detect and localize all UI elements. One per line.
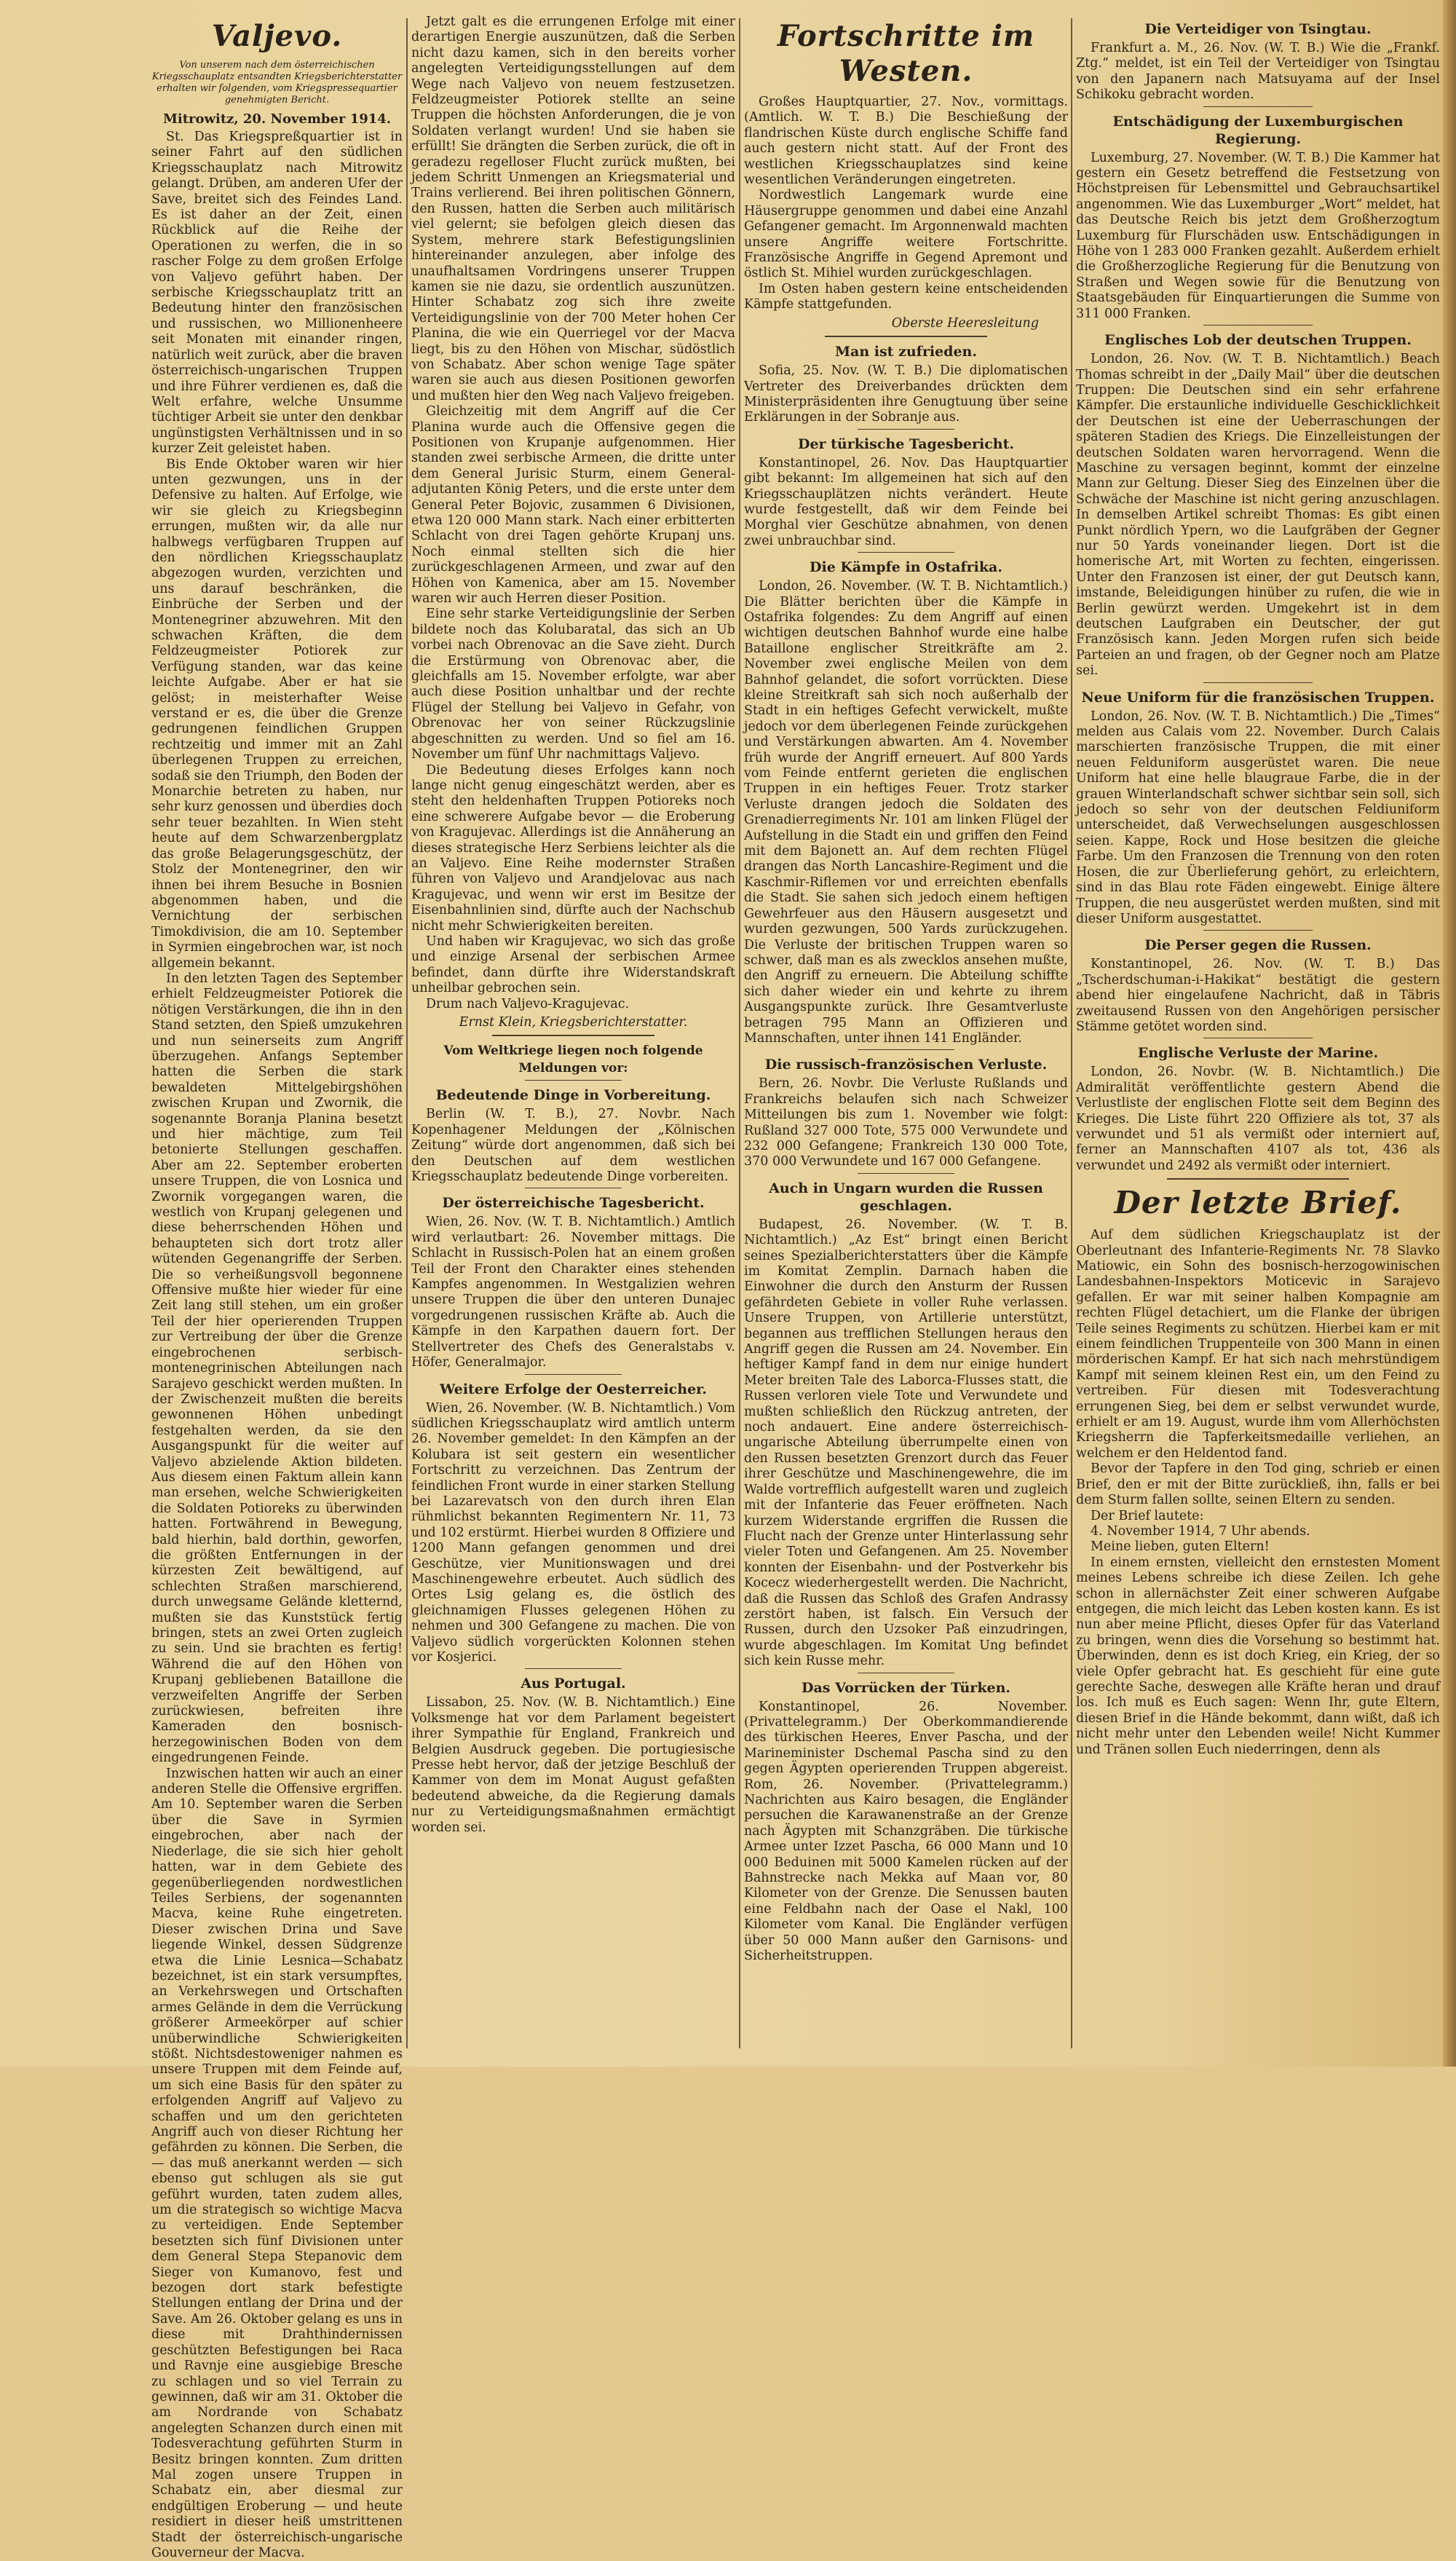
intro-note: Vom Weltkriege liegen noch folgende Meldungen vor: [443,1043,703,1076]
paragraph: Bevor der Tapfere in den Tod ging, schrieb er einen Brief, den er mit der Bitte zurückließ, ihn, falls er bei dem Sturm fallen sollte, seinen Eltern zu senden. [1076,1461,1440,1508]
section-heading: Aus Portugal. [521,1676,626,1692]
section-text: London, 26. Nov. (W. T. B. Nichtamtlich.) Die „Times“ melden aus Calais vom 22. November. Durch Calais marschierten französische Truppen, die mit einer neuen Felduniform ausgerüstet waren. Die neue Uniform hat eine helle blaugraue Farbe, die in der grauen Winterlandschaft schwer sichtbar sein soll, sich jedoch so sehr von der deutschen Feldiuniform unterscheidet, daß Verwechselungen ausgeschlossen seien. Kappe, Rock und Hose besitzen die gleiche Farbe. Um den Franzosen die Trennung von den roten Hosen, die zur Überlieferung gehört, zu erleichtern, sind in das Blau rote Fäden eingewebt. Einige ältere Truppen, die neu ausgerüstet werden mußten, sind mit dieser Uniform ausgestattet. [1076,709,1440,926]
paragraph: Auf dem südlichen Kriegschauplatz ist der Oberleutnant des Infanterie-Regiments Nr. 78 Slavko Matiowic, ein Sohn des bosnisch-herzogowinischen Landesbahnen-Inspektors Moticevic in Sarajevo gefallen. Er war mit seiner halben Kompagnie am rechten Flügel detachiert, um die Flanke der übrigen Teile seines Regiments zu schützen. Hierbei kam er mit einem feindlichen Truppenteile von 300 Mann in einen mörderischen Kampf. Er hat sich nach mehrstündigem Kampf mit seinem kleinen Rest ein, um den Feind zu vertreiben. Für diesen mit Todesverachtung errungenen Sieg, bei dem er selbst verwundet wurde, erhielt er am 19. August, wurde ihm vom Allerhöchsten Kriegsherrn die Tapferkeitsmedaille verliehen, an welchem er den Heldentod fand. [1076,1228,1440,1461]
section-heading: Die Kämpfe in Ostafrika. [810,559,1002,576]
author-signature: Ernst Klein, Kriegsberichterstatter. [459,1015,688,1030]
section-text: Bern, 26. Novbr. Die Verluste Rußlands und Frankreichs belaufen sich nach Schweizer Mitteilungen bis zum 1. November wie folgt: Rußland 327 000 Tote, 575 000 Verwundete und 232 000 Gefangene; Frankreich 130 000 Tote, 370 000 Verwundete und 167 000 Gefangene. [744,1076,1068,1169]
section-text: London, 26. November. (W. T. B. Nichtamtlich.) Die Blätter berichten über die Kämpfe in Ostafrika folgendes: Zu dem Angriff auf einen wichtigen deutschen Bahnhof wurde eine halbe Bataillone englischer Streitkräfte am 2. November zwei englische Meilen von dem Bahnhof gelandet, die sofort vorrückten. Diese kleine Streitkraft sah sich noch außerhalb der Stadt in ein heftiges Gefecht verwickelt, mußte jedoch vor dem überlegenen Feinde zurückgehen und Verstärkungen abwarten. Am 4. November früh wurde der Angriff erneuert. Auf 800 Yards vom Feinde entfernt gerieten die englischen Truppen in ein heftiges Feuer. Trotz starker Verluste drangen jedoch die Soldaten des Grenadierregiments Nr. 101 am linken Flügel der Aufstellung in die Stadt ein und griffen den Feind mit dem Bajonett an. Auf dem rechten Flügel drangen das North Lancashire-Regiment und die Kaschmir-Riflemen vor und erreichten ebenfalls die Stadt. Sie sahen sich jedoch einem heftigen Gewehrfeuer aus den Häusern ausgesetzt und wurden gezwungen, 500 Yards zurückzugehen. Die Verluste der britischen Truppen waren so schwer, daß man es als zwecklos ansehen mußte, den Angriff zu erneuern. Die Abteilung schiffte sich daher wieder ein und kehrte zu ihrem Ausgangspunkte zurück. Ihre Gesamtverluste betragen 795 Mann an Offizieren und Mannschaften, unter ihnen 141 Engländer. [744,579,1068,1046]
section-text: Wien, 26. November. (W. B. Nichtamtlich.) Vom südlichen Kriegsschauplatz wird amtlich unterm 26. November gemeldet: In den Kämpfen an der Kolubara ist seit gestern ein wesentlicher Fortschritt zu verzeichnen. Das Zentrum der feindlichen Front wurde in einer starken Stellung bei Lazarevatsch von den durch ihren Elan rühmlichst bekannten Regimentern Nr. 11, 73 und 102 erstürmt. Hierbei wurden 8 Offiziere und 1200 Mann gefangen genommen und drei Geschütze, vier Munitionswagen und drei Maschinengewehre erbeutet. Auch südlich des Ortes Lsig gelang es, die östlich des gleichnamigen Flusses gelegenen Höhen zu nehmen und 300 Gefangene zu machen. Die von Valjevo südlich vorgerückten Kolonnen stehen vor Kosjerici. [411,1400,735,1665]
divider [525,1374,622,1375]
divider [858,1173,955,1174]
paragraph: Meine lieben, guten Eltern! [1091,1539,1270,1555]
section-heading: Der österreichische Tagesbericht. [442,1195,705,1212]
article-body [1076,1228,1440,1758]
article-title-valjevo: Valjevo. [211,19,343,53]
section-text: Sofia, 25. Nov. (W. T. B.) Die diplomatischen Vertreter des Dreiverbandes drückten dem Ministerpräsidenten ihre Genugtuung über seine Erklärungen in der Sobranje aus. [744,363,1068,425]
news-sections [411,1086,735,1836]
section-text: Frankfurt a. M., 26. Nov. (W. T. B.) Wie die „Frankf. Ztg.“ meldet, ist ein Teil der Verteidiger von Tsingtau von den Japanern nach Matsuyama auf der Insel Schikoku gebracht worden. [1076,41,1440,103]
paragraph: In einem ernsten, vielleicht den ernstesten Moment meines Lebens schreibe ich diese Zeilen. Ich gehe schon in allernächster Zeit einer schweren Aufgabe entgegen, die mich leicht das Leben kosten kann. Es ist nun aber meine Pflicht, dieses Opfer für das Vaterland zu bringen, wenn dies die Vorsehung so bestimmt hat. Überwinden, denn es ist doch Krieg, ein Krieg, der so viele Opfer gebracht hat. Es geschieht für eine gute gerechte Sache, deswegen alle Kräfte heran und drauf los. Ich muß es Euch sagen: Wenn Ihr, gute Eltern, diesen Brief in die Hände bekommt, dann wißt, daß ich nicht mehr unter den Lebenden weile! Nicht Kummer und Tränen sollen Euch niederringen, denn als [1076,1555,1440,1757]
paragraph: Bis Ende Oktober waren wir hier unten gezwungen, uns in der Defensive zu halten. Auf Erfolge, wie wir sie gleich zu Kriegsbeginn errungen, mußten wir, da alle nur halbwegs verfügbaren Truppen auf den nördlichen Kriegsschauplatz abgezogen wurden, verzichten und uns darauf beschränken, die Einbrüche der Serben und der Montenegriner abzuwehren. Mit den schwachen Kräften, die dem Feldzeugmeister Potiorek zur Verfügung standen, war das keine leichte Aufgabe. Aber er hat sie gelöst; in meisterhafter Weise verstand er es, die über die Grenze gedrungenen feindlichen Gruppen rechtzeitig und immer mit an Zahl überlegenen Truppen zu erreichen, sodaß sie den Triumph, den Boden der Monarchie betreten zu haben, nur sehr kurz genossen und überdies doch sehr teuer bezahlten. In Wien steht heute auf dem Schwarzenbergplatz das große Belagerungsgeschütz, der Stolz der Montenegriner, den wir ihnen bei ihrem Besuche in Bosnien abgenommen haben, und die Vernichtung der serbischen Timokdivision, die am 10. September in Syrmien eingebrochen war, ist noch allgemein bekannt. [151,457,403,971]
column-rule [406,18,408,2048]
news-sections [744,343,1068,1964]
section-text: Konstantinopel, 26. November. (Privattelegramm.) Der Oberkommandierende des türkischen Heeres, Enver Pascha, und der Marineminister Dschemal Pascha sind zu den gegen Ägypten operierenden Truppen abgereist. Rom, 26. November. (Privattelegramm.) Nachrichten aus Kairo besagen, die Engländer persuchen die Karawanenstraße an der Grenze nach Ägypten mit Schanzgräben. Die türkische Armee unter Izzet Pascha, 66 000 Mann und 10 000 Beduinen mit 5000 Kamelen rücken auf der Bahnstrecke nach Mekka auf Maan vor, 80 Kilometer von der Grenze. Die Senussen bauten eine Feldbahn nach der Oase el Nakl, 100 Kilometer vom Kanal. Die Engländer verfügen über 50 000 Mann außer den Garnisons- und Sicherheitstruppen. [744,1699,1068,1964]
section-heading: Die Perser gegen die Russen. [1144,937,1372,954]
paragraph: Inzwischen hatten wir auch an einer anderen Stelle die Offensive ergriffen. Am 10. September waren die Serben über die Save in Syrmien eingebrochen, aber nach der Niederlage, die sie sich hier geholt hatten, war in dem Gebiete des gegenüberliegenden nordwestlichen Teiles Serbiens, der sogenannten Macva, keine Ruhe eingetreten. Dieser zwischen Drina und Save liegende Winkel, dessen Südgrenze etwa die Linie Lesnica—Schabatz bezeichnet, ist ein stark versumpftes, an Verkehrswegen und Ortschaften armes Gelände in dem die Verrückung größerer Armeekörper auf schier unüberwindliche Schwierigkeiten stößt. Nichtsdestoweniger nahmen es unsere Truppen mit dem Feinde auf, um sich eine Basis für den später zu erfolgenden Angriff auf Valjevo zu schaffen und um den gerichteten Angriff auch von dieser Richtung her gefährden zu können. Die Serben, die — das muß anerkannt werden — sich ebenso gut schlugen als sie gut geführt wurden, taten zudem alles, um die strategisch so wichtige Macva zu verteidigen. Ende September besetzten sich fünf Divisionen unter dem General Stepa Stepanovic dem Sieger von Kumanovo, fest und bezogen dort stark befestigte Stellungen entlang der Drina und der Save. Am 26. Oktober gelang es uns in diese mit Drahthindernissen geschützten Befestigungen bei Raca und Ravnje eine ausgiebige Bresche zu schlagen und so viel Terrain zu gewinnen, daß wir am 31. Oktober die am Nordrande von Schabatz angelegten Schanzen durch einen mit Todesverachtung geführten Sturm in Besitz bringen konnten. Zum dritten Mal zogen unsere Truppen in Schabatz ein, aber diesmal zur endgültigen Eroberung — und heute residiert in dieser heiß umstrittenen Stadt der österreichisch-ungarische Gouverneur der Macva. [151,1766,403,2560]
paragraph: In den letzten Tagen des September erhielt Feldzeugmeister Potiorek die nötigen Verstärkungen, die ihn in den Stand setzten, den Spieß umzukehren und nun seinerseits zum Angriff überzugehen. Anfangs September hatten die Serben die stark bewaldeten Mittelgebirgshöhen zwischen Krupan und Zwornik, die sogenannte Boranja Planina besetzt und hier mächtige, zum Teil betonierte Stellungen geschaffen. Aber am 22. September eroberten unsere Truppen, die von Losnica und Zwornik vorgegangen waren, die westlich von Krupanj gelegenen und diese beherrschenden Höhen und behaupteten sich dort trotz aller wütenden Gegenangriffe der Serben. Die so verheißungsvoll begonnene Offensive mußte hier wieder für eine Zeit lang still stehen, um ein großer Teil der hier operierenden Truppen zur Vertreibung der über die Grenze eingebrochenen serbisch-montenegrinischen Abteilungen nach Sarajevo geschickt werden mußten. In der Zwischenzeit mußten die bereits gewonnenen Höhen unbedingt festgehalten werden, da sie den Ausgangspunkt für die weiter auf Valjevo abzielende Aktion bildeten. Aus diesem einen Faktum allein kann man ersehen, welche Schwierigkeiten die Soldaten Potioreks zu überwinden hatten. Fortwährend in Bewegung, bald hierhin, bald dorthin, geworfen, die größten Entfernungen in der kürzesten Zeit bewältigend, auf schlechten Straßen marschierend, durch unwegsame Gelände kletternd, mußten sie das Kunststück fertig bringen, stets an zwei Orten zugleich zu sein. Und sie brachten es fertig! Während die auf den Höhen von Krupanj gebliebenen Bataillone die verzweifelten Angriffe der Serben zurückwiesen, befreiten ihre Kameraden den bosnisch-herzegowinischen Boden von dem eingedrungenen Feinde. [151,971,403,1766]
section-heading: Entschädigung der Luxemburgischen Regierung. [1112,113,1404,147]
paragraph: Die Bedeutung dieses Erfolges kann noch lange nicht genug eingeschätzt werden, aber es steht den heldenhaften Truppen Potioreks noch eine schwerere Aufgabe bevor — die Eroberung von Kragujevac. Allerdings ist die Annäherung an dieses strategische Herz Serbiens leichter als die an Valjevo. Eine Reihe modernster Straßen führen von Valjevo und Arandjelovac aus nach Kragujevac, und wenn wir erst im Besitze der Eisenbahnlinien sind, dürfte auch der Nachschub nicht mehr Schwierigkeiten bereiten. [411,762,735,934]
section-heading: Bedeutende Dinge in Vorbereitung. [435,1087,711,1104]
paragraph: Der Brief lautete: [1091,1508,1204,1523]
divider [1203,930,1313,931]
paragraph: Gleichzeitig mit dem Angriff auf die Cer Planina wurde auch die Offensive gegen die Positionen von Krupanje aufgenommen. Hier standen zwei serbische Armeen, die dritte unter dem General Jurisic Sturm, einem General-adjutanten König Peters, und die erste unter dem General Peter Bojovic, zusammen 6 Divisionen, etwa 120 000 Mann stark. Nach einer erbitterten Schlacht von drei Tagen gehörte Krupanj uns. Noch einmal stellten sich die hier zurückgeschlagenen Armeen, und zwar auf den Höhen von Kamenica, aber am 15. November waren wir auch Herren dieser Position. [411,404,735,607]
section-text: Lissabon, 25. Nov. (W. B. Nichtamtlich.) Eine Volksmenge hat vor dem Parlament begeistert ihrer Sympathie für England, Frankreich und Belgien Ausdruck gegeben. Die portugiesische Presse hebt hervor, daß der jetzige Beschluß der Kammer von dem im Monat August gefaßten bedeutend abweiche, da die Regierung damals nur zu Verteidigungsmaßnahmen ermächtigt worden sei. [411,1695,735,1835]
author-signature: Oberste Heeresleitung [891,315,1039,331]
paragraph: St. Das Kriegspreßquartier ist in seiner Fahrt auf den südlichen Kriegsschauplatz nach Mitrowitz gelangt. Drüben, am anderen Ufer der Save, breitet sich des Feindes Land. Es ist daher an der Zeit, einen Rückblick auf die Reihe der Operationen zu werfen, die in so rascher Folge zu dem großen Erfolge von Valjevo geführt haben. Der serbische Kriegsschauplatz tritt an Bedeutung hinter den französischen und russischen, wo Millionenheere seit Monaten mit einander ringen, natürlich weit zurück, aber die braven österreichisch-ungarischen Truppen und ihre Führer verdienen es, daß die Welt erfahre, welche Unsumme tüchtiger Arbeit sie unter den denkbar ungünstigsten Verhältnissen und in so kurzer Zeit geleistet haben. [151,130,403,457]
paragraph: Nordwestlich Langemark wurde eine Häusergruppe genommen und dabei eine Anzahl Gefangener gemacht. Im Argonnenwald machten unsere Angriffe weitere Fortschritte. Französische Angriffe in Gegend Apremont und östlich St. Mihiel wurden zurückgeschlagen. [744,188,1068,281]
divider [525,1668,622,1669]
section-heading: Die Verteidiger von Tsingtau. [1144,21,1372,37]
paragraph: Drum nach Valjevo-Kragujevac. [426,996,630,1011]
article-title-brief: Der letzte Brief. [1114,1185,1402,1221]
section-heading: Das Vorrücken der Türken. [801,1679,1011,1696]
section-text: London, 26. Novbr. (W. B. Nichtamtlich.) Die Admiralität veröffentlichte gestern Abend die Verlustliste der englischen Flotte seit dem Beginn des Krieges. Die Liste führt 220 Offiziere als tot, 37 als verwundet und 51 als vermißt oder interniert auf, ferner an Mannschaften 4107 als tot, 436 als verwundet und 2492 als vermißt oder interniert. [1076,1065,1440,1173]
section-text: Luxemburg, 27. November. (W. T. B.) Die Kammer hat gestern ein Gesetz betreffend die Festsetzung von Höchstpreisen für Lebensmittel und Gebrauchsartikel angenommen. Wie das Luxemburger „Wort“ meldet, hat das Deutsche Reich bis jetzt dem Großherzogtum Luxemburg für Flurschäden usw. Entschädigungen in Höhe von 1 283 000 Franken gezahlt. Außerdem erhielt die Großherzogliche Regierung für die Benutzung von Straßen und Wegen sowie für die Benutzung von Staatsgebäuden für Einquartierungen die Summe von 311 000 Franken. [1076,150,1440,321]
divider [858,1049,955,1050]
section-heading: Man ist zufrieden. [835,344,977,360]
paragraph: Und haben wir Kragujevac, wo sich das große und einzige Arsenal der serbischen Armee befindet, dann dürfte ihre Widerstandskraft unheilbar gebrochen sein. [411,934,735,996]
column-4 [1076,15,1440,2052]
section-text: Wien, 26. Nov. (W. T. B. Nichtamtlich.) Amtlich wird verlautbart: 26. November mittags. Die Schlacht in Russisch-Polen hat an einem großen Teil der Front den Charakter eines stehenden Kampfes angenommen. In Westgalizien wehren unsere Truppen die über den unteren Dunajec vorgedrungenen russischen Kräfte ab. Auch die Kämpfe in den Karpathen dauern fort. Der Stellvertreter des Chefs des Generalstabs v. Höfer, Generalmajor. [411,1215,735,1370]
section-heading: Die russisch-französischen Verluste. [764,1057,1048,1073]
column-rule [739,18,740,2048]
section-heading: Englisches Lob der deutschen Truppen. [1104,332,1412,349]
section-text: Berlin (W. T. B.), 27. Novbr. Nach Kopenhagener Meldungen der „Kölnischen Zeitung“ würde dort angenommen, daß sich bei den Deutschen auf dem westlichen Kriegsschauplatz bedeutende Dinge vorbereiten. [411,1107,735,1185]
news-sections [1076,20,1440,1174]
divider [858,552,955,553]
article-subtitle: Von unserem nach dem österreichischen Kriegsschauplatz entsandten Kriegsberichterstatter erhalten wir folgenden, vom Kriegspressequartier genehmigten Bericht. [151,60,403,106]
column-3 [744,15,1068,2052]
section-text: Konstantinopel, 26. Nov. (W. T. B.) Das „Tscherdschuman-i-Hakikat“ bestätigt die gestern abend hier eingelaufene Nachricht, daß in Täbris zweitausend Russen von den Angehörigen persischer Stämme getötet worden sind. [1076,957,1440,1034]
section-text: Budapest, 26. November. (W. T. B. Nichtamtlich.) „Az Est“ bringt einen Bericht seines Spezialberichterstatters über die Kämpfe im Komitat Zemplin. Darnach haben die Einwohner die durch den Ansturm der Russen gefährdeten Gebiete in voller Ruhe verlassen. Unsere Truppen, von Artillerie unterstützt, begannen aus trefflichen Stellungen heraus den Angriff gegen die Russen am 24. November. Ein heftiger Kampf fand in dem nur einige hundert Meter breiten Tale des Laborca-Flusses statt, die Russen verloren viele Tote und Verwundete und mußten schließlich den Rückzug antreten, der noch andauert. Eine andere österreichisch-ungarische Abteilung überrumpelte einen von den Russen besetzten Grenzort durch das Feuer ihrer Geschütze und Maschinengewehre, die im Walde vortrefflich aufgestellt waren und zugleich mit der Infanterie das Feuer eröffneten. Nach kurzem Widerstande ergriffen die Russen die Flucht nach der Grenze unter Hinterlassung sehr vieler Toten und Gefangenen. Am 25. November konnten der Eisenbahn- und der Postverkehr bis Kocecz wiederhergestellt werden. Die Nachricht, daß die Russen das Schloß des Grafen Andrassy zerstört haben, ist falsch. Ein Versuch der Russen, durch den Uzsoker Paß einzudringen, wurde abgeschlagen. Im Komitat Ung befindet sich kein Russe mehr. [744,1217,1068,1669]
column-rule [1071,18,1072,2048]
section-heading: Auch in Ungarn wurden die Russen geschlagen. [769,1180,1043,1214]
dateline: Mitrowitz, 20. November 1914. [162,111,392,127]
divider [1167,1178,1349,1180]
section-text: London, 26. Nov. (W. T. B. Nichtamtlich.) Beach Thomas schreibt in der „Daily Mail“ über die deutschen Truppen: Die Deutschen sind ein sehr erfahrene Kämpfer. Die erstaunliche individuelle Geschicklichkeit der Deutschen ist eine der Ueberraschungen der späteren Stadien des Kriegs. Die Einzelleistungen der deutschen Soldaten waren hervorragend. Wenn die Maschine zu versagen beginnt, kommt der einzelne Mann zur Geltung. Dieser Sieg des Einzelnen über die Schwäche der Maschine ist nicht gering anzuschlagen. In demselben Artikel schreibt Thomas: Es gibt einen Punkt nördlich Ypern, wo die Laufgräben der Gegner nur 50 Yards voneinander liegen. Dort ist die homerische Art, mit Worten zu fechten, eingerissen. Unter den Franzosen ist einer, der gut Deutsch kann, imstande, Beleidigungen hinüber zu rufen, die wie in Berlin gewürzt werden. Umgekehrt ist in dem deutschen Laufgraben ein Deutscher, der gut Französisch kann. Jeden Morgen rufen sich beide Parteien an und fragen, ob der Gegner noch am Platze sei. [1076,352,1440,679]
divider [1203,106,1313,107]
divider [858,429,955,430]
article-body [744,95,1068,313]
column-2 [411,15,735,2052]
section-heading: Der türkische Tagesbericht. [797,435,1015,452]
article-body-continued [411,15,735,1012]
paragraph: Jetzt galt es die errungenen Erfolge mit einer derartigen Energie auszunützen, daß die Serben nicht dazu kamen, sich in den bereits vorher angelegten Verteidigungsstellungen auf dem Wege nach Valjevo von neuem festzusetzen. Feldzeugmeister Potiorek stellte an seine Truppen die höchsten Anforderungen, die je von Soldaten verlangt wurden! Und sie haben sie erfüllt! Sie drängten die Serben zurück, die oft in geradezu regelloser Flucht zurück mußten, bei jedem Schritt Unmengen an Kriegsmaterial und Trains verlierend. Bei ihren politischen Gönnern, den Russen, hatten die Serben auch militärisch viel gelernt; sie befolgen gleich diesen das System, mehrere stark Befestigungslinien hintereinander anzulegen, aber infolge des unaufhaltsamen Vordringens unserer Truppen kamen sie nie dazu, sie ordentlich auszunützen. Hinter Schabatz zog sich ihre zweite Verteidigungslinie von der 700 Meter hohen Cer Planina, die wie ein Querriegel vor der Macva liegt, bis zu den Höhen von Mischar, südöstlich von Schabatz. Aber schon wenige Tage später waren sie auch aus diesen Positionen geworfen und mußten hier den Weg nach Valjevo freigeben. [411,15,735,403]
divider [525,1080,622,1081]
section-text: Konstantinopel, 26. Nov. Das Hauptquartier gibt bekannt: Im allgemeinen hat sich auf den Kriegsschauplätzen nichts verändert. Heute wurde festgestellt, daß wir dem Feinde bei Morghal vier Geschütze abnahmen, von denen zwei unbrauchbar sind. [744,455,1068,548]
article-title-westen: Fortschritte im Westen. [777,19,1035,88]
article-body [151,130,403,2561]
section-heading: Weitere Erfolge der Oesterreicher. [439,1381,708,1397]
section-heading: Neue Uniform für die französischen Truppen. [1081,689,1435,706]
page-edge [1443,0,1456,2067]
divider [1203,682,1313,683]
paragraph: Großes Hauptquartier, 27. Nov., vormittags. (Amtlich. W. T. B.) Die Beschießung der flandrischen Küste durch englische Schiffe fand auch gestern nicht statt. Auf der Front des westlichen Kriegsschauplatzes sind keine wesentlichen Veränderungen eingetreten. [744,95,1068,188]
divider [492,1035,654,1036]
column-1 [151,15,403,2560]
paragraph: Im Osten haben gestern keine entscheidenden Kämpfe stattgefunden. [744,281,1068,312]
divider [825,336,987,337]
paragraph: Eine sehr starke Verteidigungslinie der Serben bildete noch das Kolubaratal, das sich an Ub vorbei nach Obrenovac an die Save zieht. Durch die Erstürmung von Obrenovac aber, die gleichfalls am 15. November erfolgte, war aber auch diese Position unhaltbar und der rechte Flügel der Stellung bei Valjevo in Gefahr, von Obrenovac her von seiner Rückzugslinie abgeschnitten zu werden. Und so fiel am 16. November um fünf Uhr nachmittags Valjevo. [411,607,735,762]
section-heading: Englische Verluste der Marine. [1137,1045,1379,1062]
paragraph: 4. November 1914, 7 Uhr abends. [1091,1523,1310,1539]
